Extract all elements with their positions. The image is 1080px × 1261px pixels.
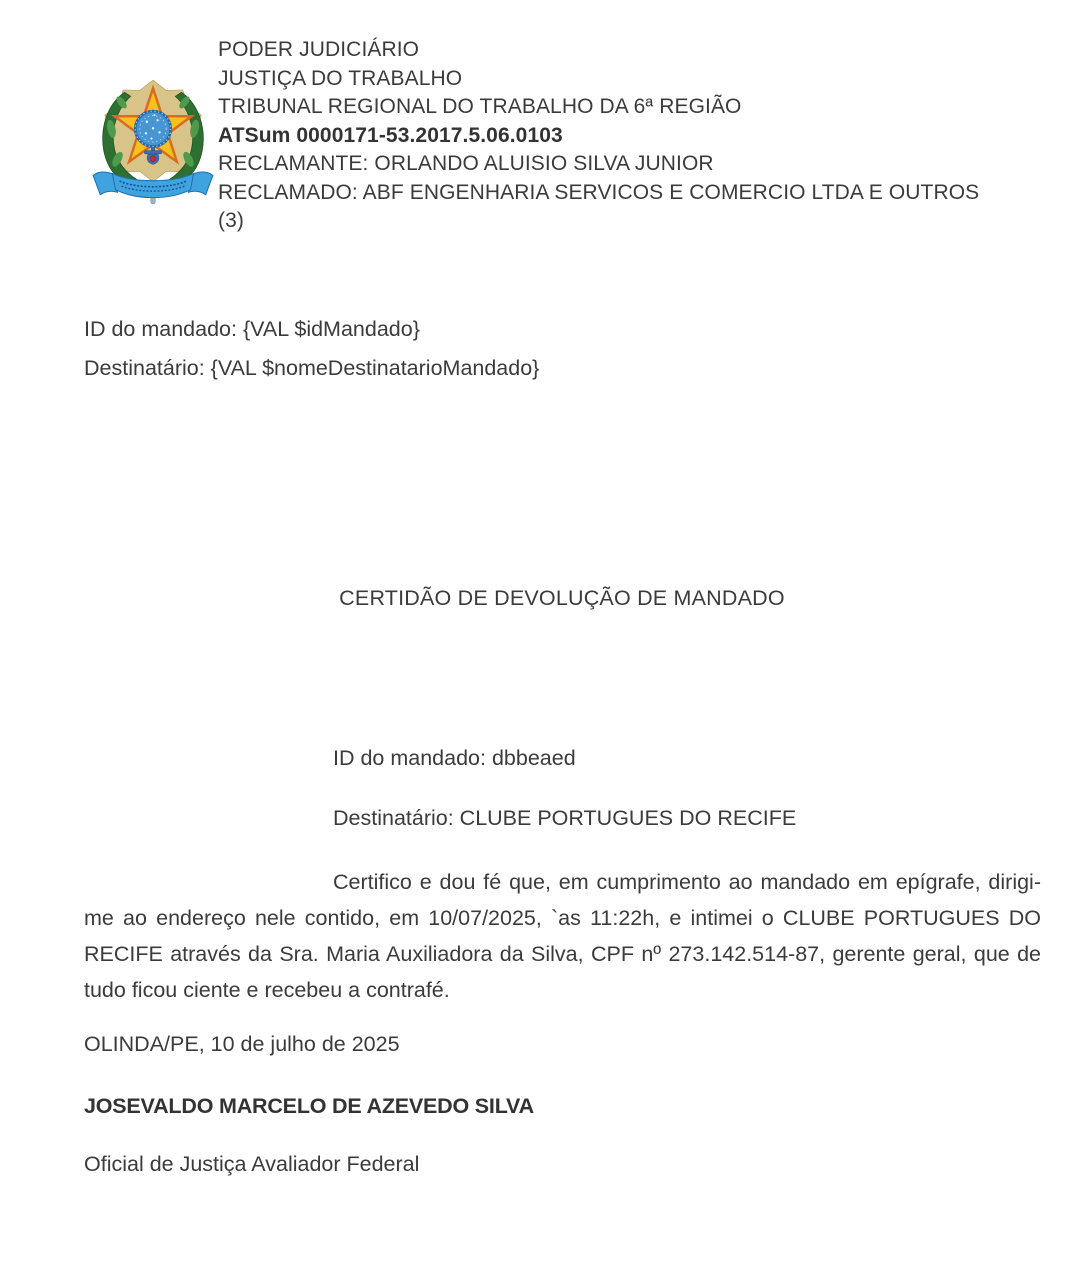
header-line-justica-do-trabalho: JUSTIÇA DO TRABALHO: [218, 66, 463, 90]
mandado-destinatario-line: Destinatário: CLUBE PORTUGUES DO RECIFE: [333, 806, 797, 830]
place-date-line: OLINDA/PE, 10 de julho de 2025: [84, 1032, 400, 1056]
header-line-poder-judiciario: PODER JUDICIÁRIO: [218, 38, 420, 61]
mandado-id-line: ID do mandado: dbbeaed: [333, 746, 576, 770]
officer-name: JOSEVALDO MARCELO DE AZEVEDO SILVA: [84, 1094, 534, 1118]
brazil-coat-of-arms-logo: [90, 70, 216, 212]
header-line-tribunal-regional: TRIBUNAL REGIONAL DO TRABALHO DA 6ª REGIÃO: [218, 95, 742, 118]
header-line-reclamado: RECLAMADO: ABF ENGENHARIA SERVICOS E COMERCIO LTDA E OUTROS: [218, 180, 980, 204]
header-line-reclamante: RECLAMANTE: ORLANDO ALUISIO SILVA JUNIOR: [218, 152, 714, 175]
officer-title: Oficial de Justiça Avaliador Federal: [84, 1152, 420, 1176]
mandado-template-id-line: ID do mandado: {VAL $idMandado}: [84, 317, 420, 341]
brazil-coat-of-arms-icon: [90, 70, 216, 212]
certification-paragraph: Certifico e dou fé que, em cumprimento ao mandado em epígrafe, dirigi-me ao endereço nele contido, em 10/07/2025, `as 11:22h, e intimei o CLUBE PORTUGUES DO RECIFE através da Sra. Maria Auxiliadora da Silva, CPF nº 273.142.514-87, gerente geral, que de tudo ficou ciente e recebeu a contrafé.: [84, 870, 1041, 1002]
header-line-numero-processo: ATSum 0000171-53.2017.5.06.0103: [218, 123, 563, 147]
mandado-template-block: [84, 310, 1040, 388]
document-title: CERTIDÃO DE DEVOLUÇÃO DE MANDADO: [339, 586, 785, 610]
header-line-reclamado-count: (3): [218, 209, 244, 232]
header-text-block: [218, 36, 1038, 236]
mandado-template-destinatario-line: Destinatário: {VAL $nomeDestinatarioMandado}: [84, 356, 540, 380]
